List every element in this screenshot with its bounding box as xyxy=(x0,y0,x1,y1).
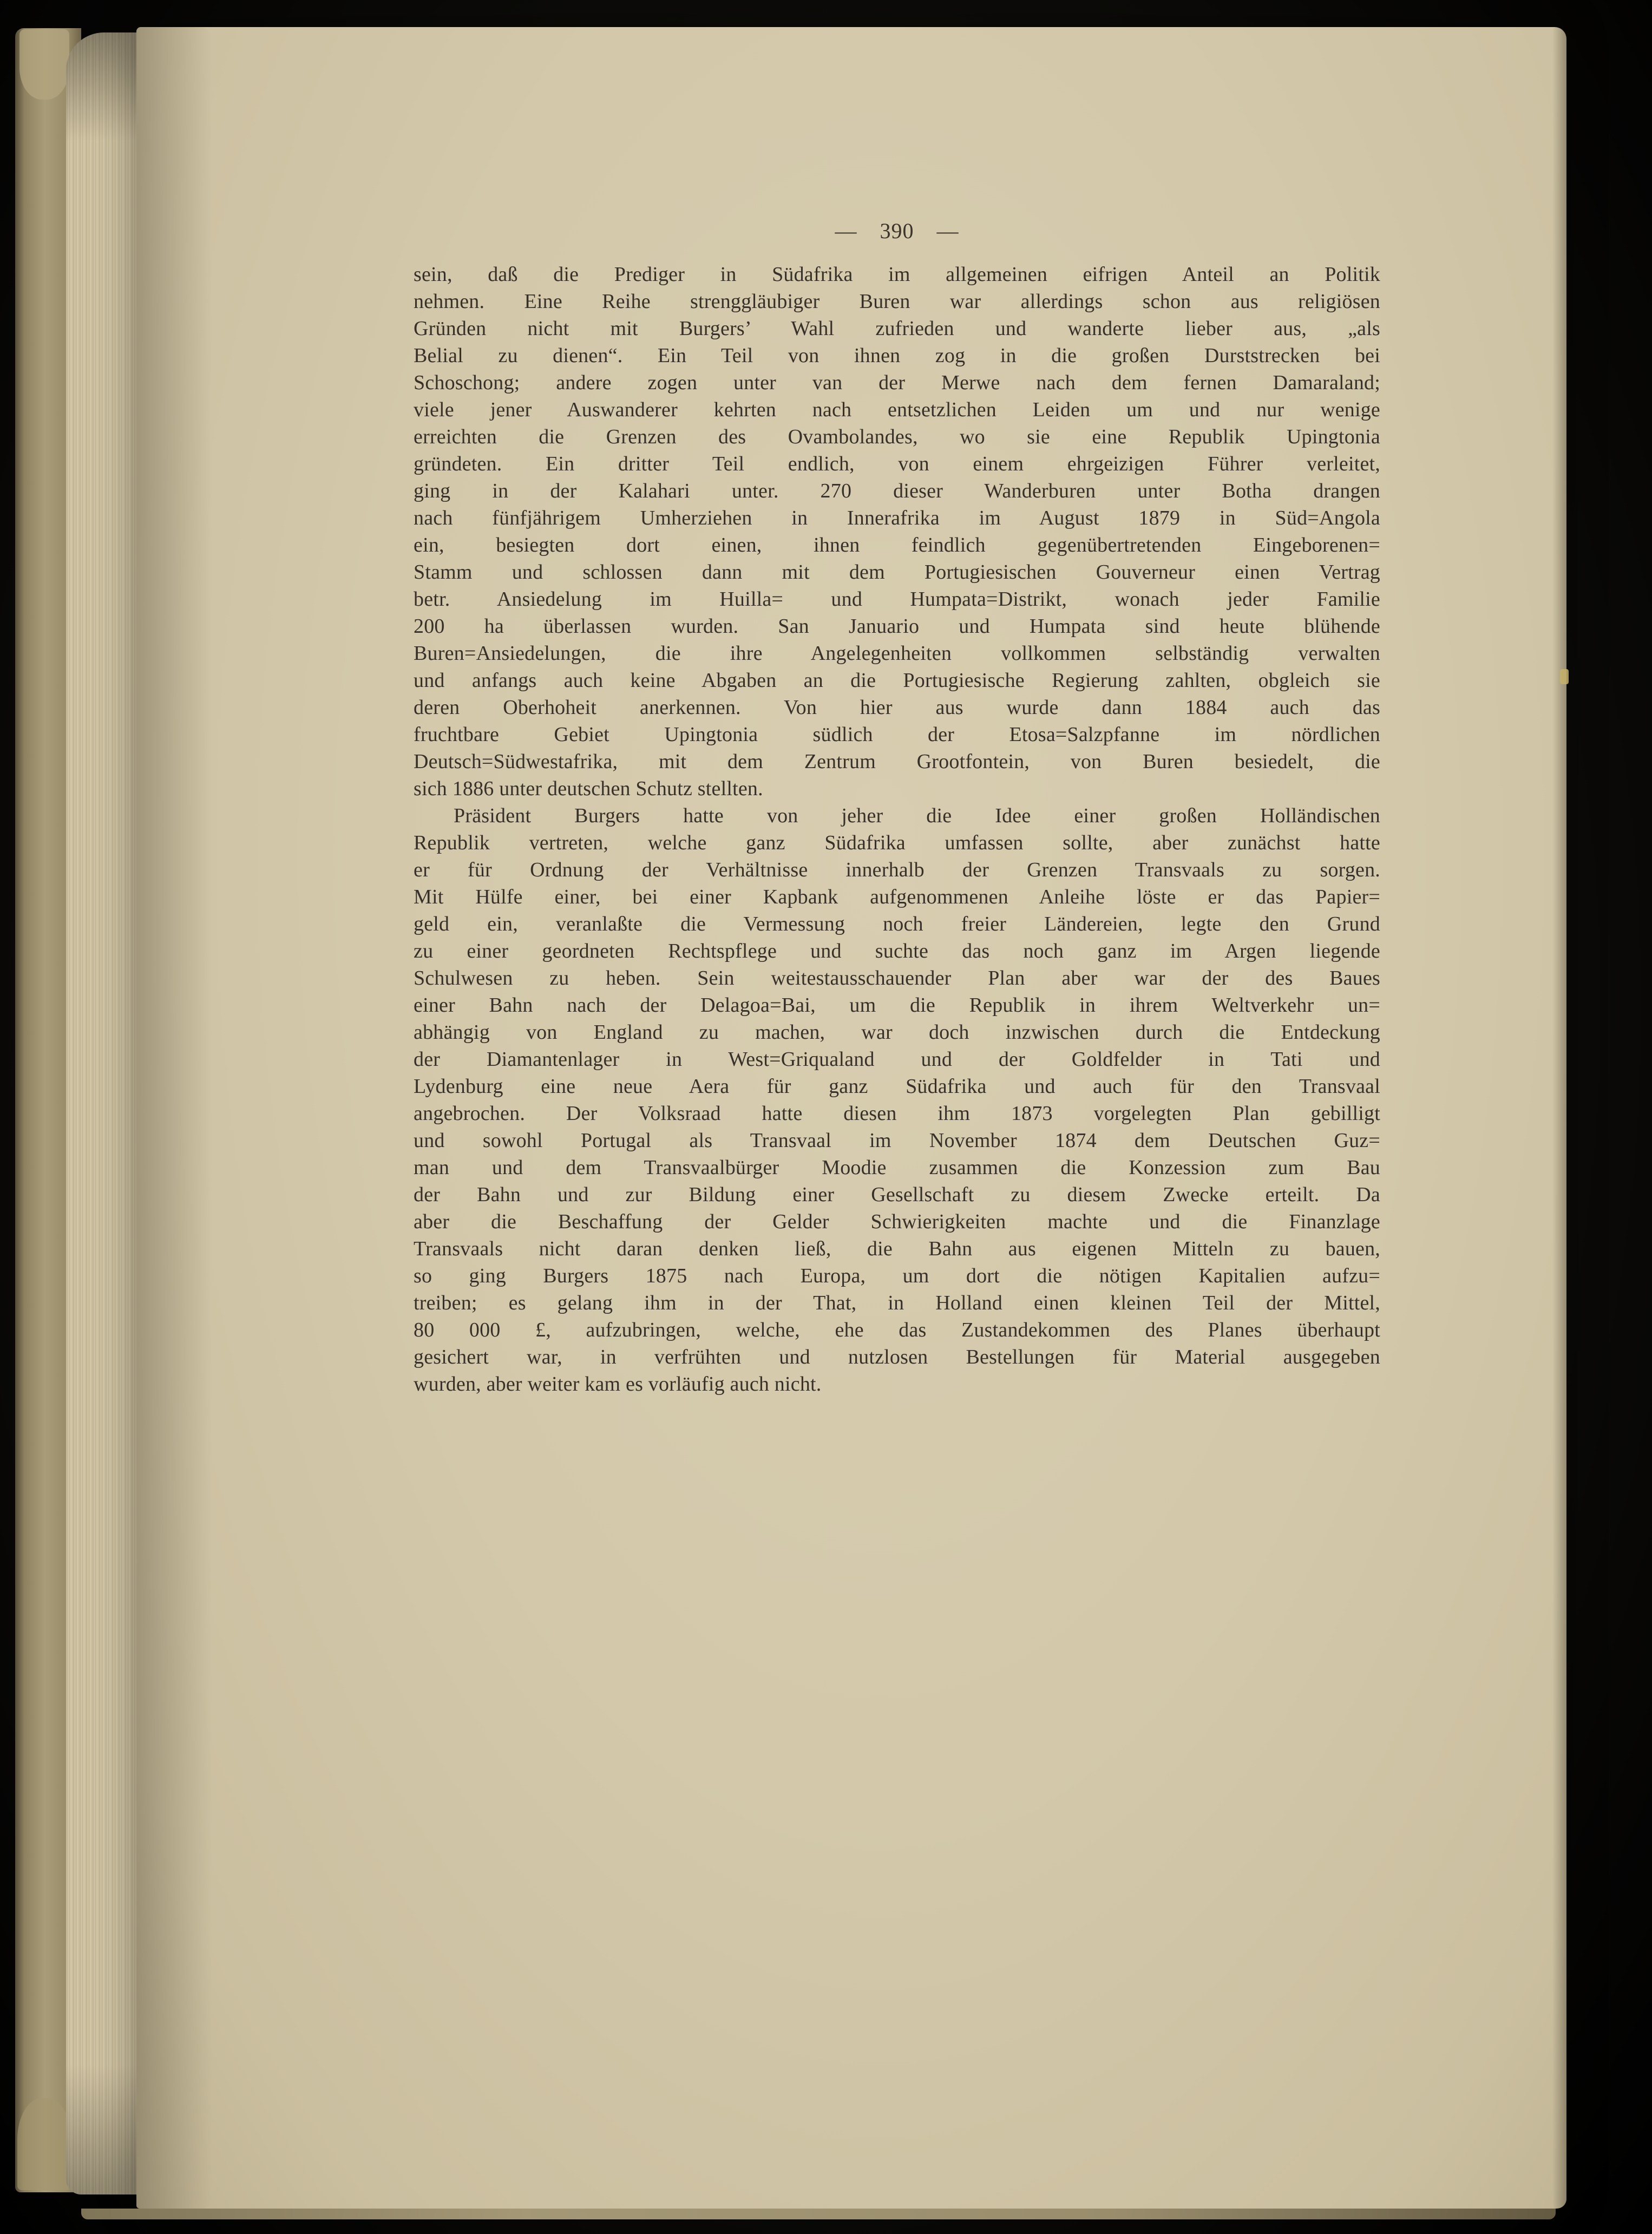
text-line: geld ein, veranlaßte die Vermessung noch freier Ländereien, legte den Grund xyxy=(414,913,1380,935)
text-block xyxy=(414,218,1380,1398)
text-line: gesichert war, in verfrühten und nutzlosen Bestellungen für Material ausgegeben xyxy=(414,1346,1380,1368)
page-number xyxy=(414,218,1380,245)
text-line: nehmen. Eine Reihe strenggläubiger Buren war allerdings schon aus religiösen xyxy=(414,290,1380,313)
text-line: Präsident Burgers hatte von jeher die Idee einer großen Holländischen xyxy=(454,804,1380,827)
text-line: zu einer geordneten Rechtspflege und suchte das noch ganz im Argen liegende xyxy=(414,940,1380,962)
text-line: erreichten die Grenzen des Ovambolandes, wo sie eine Republik Upingtonia xyxy=(414,425,1380,448)
text-line: aber die Beschaffung der Gelder Schwierigkeiten machte und die Finanzlage xyxy=(414,1210,1380,1233)
text-line: deren Oberhoheit anerkennen. Von hier aus wurde dann 1884 auch das xyxy=(414,696,1380,719)
text-line: sich 1886 unter deutschen Schutz stellten. xyxy=(414,777,763,800)
text-line: viele jener Auswanderer kehrten nach entsetzlichen Leiden um und nur wenige xyxy=(414,398,1380,421)
text-line: der Bahn und zur Bildung einer Gesellschaft zu diesem Zwecke erteilt. Da xyxy=(414,1183,1380,1206)
text-line: abhängig von England zu machen, war doch inzwischen durch die Entdeckung xyxy=(414,1021,1380,1044)
text-line: Lydenburg eine neue Aera für ganz Südafrika und auch für den Transvaal xyxy=(414,1075,1380,1098)
text-line: man und dem Transvaalbürger Moodie zusammen die Konzession zum Bau xyxy=(414,1156,1380,1179)
text-line: sein, daß die Prediger in Südafrika im allgemeinen eifrigen Anteil an Politik xyxy=(414,263,1380,286)
text-line: Belial zu dienen“. Ein Teil von ihnen zog in die großen Durststrecken bei xyxy=(414,344,1380,367)
text-line: Republik vertreten, welche ganz Südafrika umfassen sollte, aber zunächst hatte xyxy=(414,831,1380,854)
text-line: Deutsch=Südwestafrika, mit dem Zentrum Grootfontein, von Buren besiedelt, die xyxy=(414,750,1380,773)
margin-mark xyxy=(1560,669,1569,684)
text-line: der Diamantenlager in West=Griqualand und der Goldfelder in Tati und xyxy=(414,1048,1380,1071)
text-line: Mit Hülfe einer, bei einer Kapbank aufgenommenen Anleihe löste er das Papier= xyxy=(414,886,1380,908)
text-line: Transvaals nicht daran denken ließ, die Bahn aus eigenen Mitteln zu bauen, xyxy=(414,1237,1380,1260)
text-line: Schoschong; andere zogen unter van der Merwe nach dem fernen Damaraland; xyxy=(414,371,1380,394)
page-number-value: 390 xyxy=(880,219,914,243)
text-line: ging in der Kalahari unter. 270 dieser Wanderburen unter Botha drangen xyxy=(414,480,1380,502)
text-line: 80 000 £, aufzubringen, welche, ehe das Zustandekommen des Planes überhaupt xyxy=(414,1319,1380,1341)
text-line: ein, besiegten dort einen, ihnen feindlich gegenübertretenden Eingeborenen= xyxy=(414,534,1380,556)
text-line: angebrochen. Der Volksraad hatte diesen ihm 1873 vorgelegten Plan gebilligt xyxy=(414,1102,1380,1125)
text-line: 200 ha überlassen wurden. San Januario und Humpata sind heute blühende xyxy=(414,615,1380,638)
text-line: gründeten. Ein dritter Teil endlich, von einem ehrgeizigen Führer verleitet, xyxy=(414,453,1380,475)
text-line: fruchtbare Gebiet Upingtonia südlich der Etosa=Salzpfanne im nördlichen xyxy=(414,723,1380,746)
text-line: Schulwesen zu heben. Sein weitestausschauender Plan aber war der des Baues xyxy=(414,967,1380,990)
text-line: Stamm und schlossen dann mit dem Portugiesischen Gouverneur einen Vertrag xyxy=(414,561,1380,584)
text-line: wurden, aber weiter kam es vorläufig auch nicht. xyxy=(414,1373,822,1396)
text-line: so ging Burgers 1875 nach Europa, um dort die nötigen Kapitalien aufzu= xyxy=(414,1265,1380,1287)
text-line: nach fünfjährigem Umherziehen in Innerafrika im August 1879 in Süd=Angola xyxy=(414,507,1380,529)
text-line: Buren=Ansiedelungen, die ihre Angelegenheiten vollkommen selbständig verwalten xyxy=(414,642,1380,665)
text-line: und anfangs auch keine Abgaben an die Portugiesische Regierung zahlten, obgleich sie xyxy=(414,669,1380,692)
bottom-page-edge xyxy=(81,2209,1556,2219)
text-line: Gründen nicht mit Burgers’ Wahl zufrieden und wanderte lieber aus, „als xyxy=(414,317,1380,340)
text-line: treiben; es gelang ihm in der That, in Holland einen kleinen Teil der Mittel, xyxy=(414,1292,1380,1314)
paragraph xyxy=(414,261,1380,802)
page-number-dash-left: — xyxy=(835,219,857,243)
body-text xyxy=(414,261,1380,1398)
paragraph xyxy=(414,802,1380,1398)
text-line: einer Bahn nach der Delagoa=Bai, um die Republik in ihrem Weltverkehr un= xyxy=(414,994,1380,1017)
book-page xyxy=(136,27,1566,2209)
text-line: und sowohl Portugal als Transvaal im November 1874 dem Deutschen Guz= xyxy=(414,1129,1380,1152)
text-line: betr. Ansiedelung im Huilla= und Humpata=Distrikt, wonach jeder Familie xyxy=(414,588,1380,611)
text-line: er für Ordnung der Verhältnisse innerhalb der Grenzen Transvaals zu sorgen. xyxy=(414,859,1380,881)
page-number-dash-right: — xyxy=(936,219,959,243)
